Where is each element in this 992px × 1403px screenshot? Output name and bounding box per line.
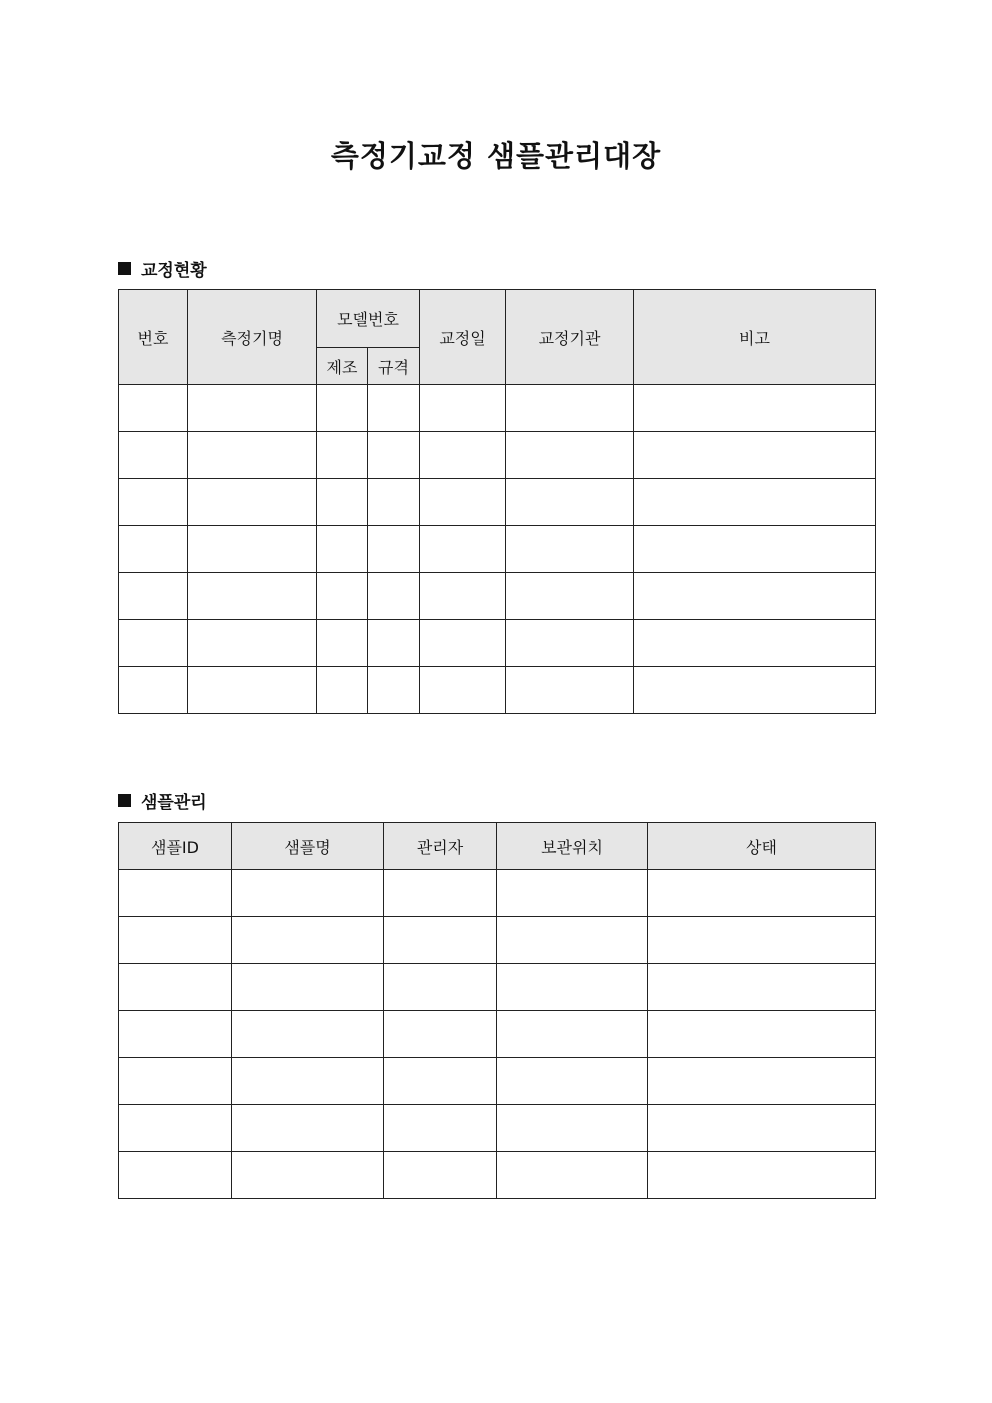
sample-header-cell: 관리자: [384, 823, 497, 870]
table-cell[interactable]: [648, 917, 876, 964]
table-cell[interactable]: [368, 573, 420, 620]
table-cell[interactable]: [497, 1152, 648, 1199]
table-cell[interactable]: [119, 573, 188, 620]
table-row: [119, 917, 876, 964]
header-manufacturer: 제조: [317, 348, 368, 385]
table-cell[interactable]: [497, 917, 648, 964]
table-cell[interactable]: [119, 1058, 232, 1105]
table-cell[interactable]: [317, 667, 368, 714]
table-cell[interactable]: [420, 385, 506, 432]
table-cell[interactable]: [368, 667, 420, 714]
table-cell[interactable]: [506, 432, 634, 479]
header-model-no: 모델번호: [317, 290, 420, 348]
header-calibration-date: 교정일: [420, 290, 506, 385]
table-cell[interactable]: [384, 1152, 497, 1199]
table-cell[interactable]: [368, 385, 420, 432]
header-calibration-org: 교정기관: [506, 290, 634, 385]
table-cell[interactable]: [497, 870, 648, 917]
table-cell[interactable]: [119, 1011, 232, 1058]
table-cell[interactable]: [119, 917, 232, 964]
sample-management-heading: [118, 788, 207, 813]
table-cell[interactable]: [648, 1105, 876, 1152]
sample-header-cell: 상태: [648, 823, 876, 870]
table-cell[interactable]: [232, 917, 384, 964]
table-cell[interactable]: [506, 620, 634, 667]
table-cell[interactable]: [634, 479, 876, 526]
table-cell[interactable]: [317, 385, 368, 432]
table-cell[interactable]: [634, 526, 876, 573]
table-cell[interactable]: [634, 620, 876, 667]
table-cell[interactable]: [634, 667, 876, 714]
table-cell[interactable]: [232, 870, 384, 917]
table-cell[interactable]: [232, 1058, 384, 1105]
table-cell[interactable]: [232, 964, 384, 1011]
table-cell[interactable]: [634, 432, 876, 479]
calibration-status-heading: [118, 256, 207, 281]
table-row: [119, 385, 876, 432]
sample-header-cell: 샘플명: [232, 823, 384, 870]
sample-management-label: 샘플관리: [141, 793, 207, 813]
table-cell[interactable]: [384, 1105, 497, 1152]
sample-header-cell: 샘플ID: [119, 823, 232, 870]
table-row: [119, 573, 876, 620]
table-cell[interactable]: [384, 1058, 497, 1105]
table-cell[interactable]: [506, 667, 634, 714]
table-cell[interactable]: [119, 385, 188, 432]
table-cell[interactable]: [119, 667, 188, 714]
table-cell[interactable]: [420, 667, 506, 714]
header-remarks: 비고: [634, 290, 876, 385]
table-cell[interactable]: [119, 620, 188, 667]
table-cell[interactable]: [119, 479, 188, 526]
table-cell[interactable]: [648, 964, 876, 1011]
table-cell[interactable]: [648, 870, 876, 917]
table-cell[interactable]: [634, 573, 876, 620]
table-cell[interactable]: [317, 573, 368, 620]
table-cell[interactable]: [497, 964, 648, 1011]
table-cell[interactable]: [232, 1152, 384, 1199]
table-cell[interactable]: [232, 1011, 384, 1058]
table-cell[interactable]: [497, 1058, 648, 1105]
table-cell[interactable]: [384, 870, 497, 917]
calibration-status-body: [119, 385, 876, 714]
table-cell[interactable]: [188, 667, 317, 714]
table-cell[interactable]: [420, 526, 506, 573]
table-cell[interactable]: [420, 620, 506, 667]
table-row: [119, 526, 876, 573]
table-cell[interactable]: [368, 620, 420, 667]
table-cell[interactable]: [119, 1105, 232, 1152]
header-device-name: 측정기명: [188, 290, 317, 385]
table-cell[interactable]: [420, 432, 506, 479]
table-cell[interactable]: [119, 1152, 232, 1199]
table-cell[interactable]: [506, 385, 634, 432]
table-cell[interactable]: [506, 479, 634, 526]
table-row: [119, 432, 876, 479]
table-cell[interactable]: [188, 620, 317, 667]
table-cell[interactable]: [497, 1105, 648, 1152]
table-cell[interactable]: [232, 1105, 384, 1152]
square-bullet-icon: [118, 794, 131, 807]
table-cell[interactable]: [420, 573, 506, 620]
table-cell[interactable]: [119, 870, 232, 917]
table-cell[interactable]: [384, 1011, 497, 1058]
table-cell[interactable]: [317, 526, 368, 573]
table-cell[interactable]: [317, 479, 368, 526]
table-cell[interactable]: [188, 385, 317, 432]
table-cell[interactable]: [317, 432, 368, 479]
table-cell[interactable]: [497, 1011, 648, 1058]
table-cell[interactable]: [384, 964, 497, 1011]
table-cell[interactable]: [188, 573, 317, 620]
table-cell[interactable]: [119, 526, 188, 573]
header-no: 번호: [119, 290, 188, 385]
table-row: [119, 870, 876, 917]
sample-management-body: [119, 870, 876, 1199]
table-cell[interactable]: [634, 385, 876, 432]
table-cell[interactable]: [384, 917, 497, 964]
sample-header-row: [119, 823, 876, 870]
calibration-status-table: [118, 289, 876, 714]
table-row: [119, 1152, 876, 1199]
table-row: [119, 479, 876, 526]
table-cell[interactable]: [506, 526, 634, 573]
table-cell[interactable]: [648, 1152, 876, 1199]
table-row: [119, 964, 876, 1011]
table-cell[interactable]: [368, 479, 420, 526]
page-title: 측정기교정 샘플관리대장: [330, 139, 662, 173]
table-cell[interactable]: [648, 1058, 876, 1105]
table-cell[interactable]: [119, 432, 188, 479]
table-cell[interactable]: [506, 573, 634, 620]
table-row: [119, 1011, 876, 1058]
table-cell[interactable]: [188, 526, 317, 573]
table-row: [119, 667, 876, 714]
table-cell[interactable]: [368, 526, 420, 573]
table-cell[interactable]: [368, 432, 420, 479]
sample-header-cell: 보관위치: [497, 823, 648, 870]
table-cell[interactable]: [420, 479, 506, 526]
table-cell[interactable]: [317, 620, 368, 667]
calibration-status-label: 교정현황: [141, 261, 207, 281]
table-row: [119, 620, 876, 667]
table-cell[interactable]: [119, 964, 232, 1011]
table-cell[interactable]: [648, 1011, 876, 1058]
table-cell[interactable]: [188, 479, 317, 526]
table-row: [119, 1105, 876, 1152]
table-row: [119, 1058, 876, 1105]
square-bullet-icon: [118, 262, 131, 275]
header-spec: 규격: [368, 348, 420, 385]
table-cell[interactable]: [188, 432, 317, 479]
sample-management-table: [118, 822, 876, 1199]
